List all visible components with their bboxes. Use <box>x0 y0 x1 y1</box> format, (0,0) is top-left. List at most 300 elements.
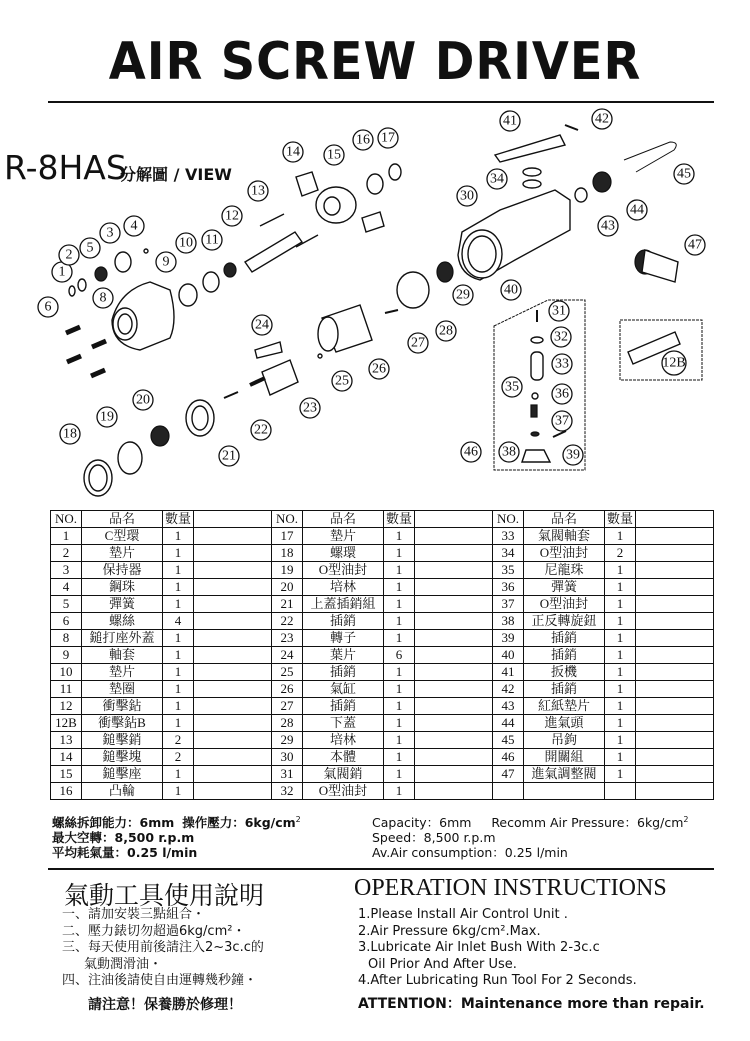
part-number: 6 <box>51 613 82 630</box>
part-name: 氣閥軸套 <box>524 528 605 545</box>
part-name: 開關組 <box>524 749 605 766</box>
part-quantity: 1 <box>163 681 194 698</box>
blank-cell <box>194 766 272 783</box>
part-quantity: 1 <box>384 562 415 579</box>
part-name: 墊片 <box>82 664 163 681</box>
part-quantity: 6 <box>384 647 415 664</box>
header-no: NO. <box>272 511 303 528</box>
blank-cell <box>415 715 493 732</box>
part-number: 4 <box>51 579 82 596</box>
part-quantity: 1 <box>605 749 636 766</box>
table-row <box>51 783 714 800</box>
callout-number: 37 <box>555 413 569 429</box>
table-header-row <box>51 511 714 528</box>
callout-number: 18 <box>63 426 77 442</box>
part-callout <box>552 354 572 374</box>
part-name <box>524 783 605 800</box>
part-name: 轉子 <box>303 630 384 647</box>
part-number: 27 <box>272 698 303 715</box>
part-number: 1 <box>51 528 82 545</box>
table-row <box>51 528 714 545</box>
blank-cell <box>415 579 493 596</box>
part-quantity: 4 <box>163 613 194 630</box>
attention-cn: 請注意！保養勝於修理！ <box>88 997 242 1013</box>
callout-number: 47 <box>688 237 702 253</box>
callout-number: 38 <box>502 444 516 460</box>
part-callout <box>408 333 428 353</box>
instruction-cn-3: 三、每天使用前後請注入2~3c.c的 <box>62 940 264 955</box>
header-qty: 數量 <box>384 511 415 528</box>
callout-number: 10 <box>179 235 193 251</box>
header-blank <box>636 511 714 528</box>
part-quantity <box>605 783 636 800</box>
spec-speed-en: Speed：8,500 r.p.m <box>372 830 496 846</box>
callout-number: 35 <box>505 379 519 395</box>
blank-cell <box>194 732 272 749</box>
callout-number: 30 <box>460 188 474 204</box>
table-row <box>51 732 714 749</box>
part-quantity: 1 <box>605 579 636 596</box>
part-callout <box>627 200 647 220</box>
blank-cell <box>194 698 272 715</box>
part-number: 46 <box>493 749 524 766</box>
part-callout <box>549 301 569 321</box>
part-number: 21 <box>272 596 303 613</box>
title-divider <box>48 101 714 103</box>
operation-list-en <box>358 907 637 990</box>
part-quantity: 1 <box>384 630 415 647</box>
blank-cell <box>194 783 272 800</box>
part-quantity: 1 <box>384 715 415 732</box>
part-number: 47 <box>493 766 524 783</box>
part-number: 37 <box>493 596 524 613</box>
header-name: 品名 <box>524 511 605 528</box>
part-number: 39 <box>493 630 524 647</box>
callout-number: 42 <box>595 111 609 127</box>
header-no: NO. <box>51 511 82 528</box>
part-callout <box>502 377 522 397</box>
view-label: 分解圖 / VIEW <box>120 165 232 184</box>
part-number: 14 <box>51 749 82 766</box>
blank-cell <box>415 664 493 681</box>
table-row <box>51 579 714 596</box>
part-number: 12 <box>51 698 82 715</box>
table-row <box>51 715 714 732</box>
part-number: 31 <box>272 766 303 783</box>
attention-en: ATTENTION：Maintenance more than repair. <box>358 996 705 1012</box>
part-name: 鎚擊塊 <box>82 749 163 766</box>
part-callout <box>38 297 58 317</box>
part-number: 26 <box>272 681 303 698</box>
spec-consumption-cn: 平均耗氣量：0.25 l/min <box>52 845 198 861</box>
spec-capacity-en: Capacity：6mm <box>372 815 472 831</box>
part-callout <box>219 446 239 466</box>
instruction-en-3: 3.Lubricate Air Inlet Bush With 2-3c.c <box>358 940 600 955</box>
part-name: 墊片 <box>303 528 384 545</box>
header-blank <box>194 511 272 528</box>
blank-cell <box>636 715 714 732</box>
part-callout <box>156 252 176 272</box>
spec-pressure-en: Recomm Air Pressure：6kg/cm <box>491 815 684 831</box>
blank-cell <box>636 630 714 647</box>
spec-pressure-cn: 操作壓力：6kg/cm <box>182 815 296 831</box>
part-callout <box>248 181 268 201</box>
part-name: 插銷 <box>303 664 384 681</box>
part-callout <box>202 230 222 250</box>
part-quantity: 1 <box>384 579 415 596</box>
part-number: 3 <box>51 562 82 579</box>
part-number: 43 <box>493 698 524 715</box>
part-callout <box>457 186 477 206</box>
part-name: O型油封 <box>524 545 605 562</box>
part-number: 25 <box>272 664 303 681</box>
callout-number: 6 <box>44 299 52 315</box>
spec-consumption-en: Av.Air consumption：0.25 l/min <box>372 845 568 861</box>
part-name: 下蓋 <box>303 715 384 732</box>
document-title: AIR SCREW DRIVER <box>108 32 642 92</box>
header-name: 品名 <box>82 511 163 528</box>
part-callout <box>60 424 80 444</box>
blank-cell <box>415 528 493 545</box>
blank-cell <box>415 749 493 766</box>
part-callout <box>93 288 113 308</box>
part-name: O型油封 <box>303 562 384 579</box>
part-quantity: 1 <box>384 783 415 800</box>
part-name: 培林 <box>303 732 384 749</box>
callout-number: 13 <box>251 183 265 199</box>
callout-number: 15 <box>327 147 341 163</box>
blank-cell <box>636 749 714 766</box>
callout-number: 45 <box>677 166 691 182</box>
part-name: 葉片 <box>303 647 384 664</box>
blank-cell <box>415 647 493 664</box>
table-row <box>51 664 714 681</box>
blank-cell <box>636 579 714 596</box>
callout-number: 36 <box>555 386 569 402</box>
blank-cell <box>194 715 272 732</box>
blank-cell <box>415 783 493 800</box>
part-quantity: 2 <box>605 545 636 562</box>
blank-cell <box>636 698 714 715</box>
part-number: 20 <box>272 579 303 596</box>
part-quantity: 1 <box>605 528 636 545</box>
header-qty: 數量 <box>163 511 194 528</box>
table-row <box>51 647 714 664</box>
blank-cell <box>194 630 272 647</box>
part-number: 35 <box>493 562 524 579</box>
callout-number: 12B <box>662 355 686 371</box>
blank-cell <box>415 596 493 613</box>
blank-cell <box>415 766 493 783</box>
blank-cell <box>415 681 493 698</box>
callout-number: 9 <box>162 254 170 270</box>
part-quantity: 1 <box>605 562 636 579</box>
callout-number: 39 <box>566 447 580 463</box>
part-number: 12B <box>51 715 82 732</box>
part-quantity: 1 <box>384 613 415 630</box>
part-callout <box>176 233 196 253</box>
callout-number: 25 <box>335 373 349 389</box>
table-row <box>51 681 714 698</box>
instruction-cn-2: 二、壓力錶切勿超過6kg/cm²・ <box>62 923 246 939</box>
part-name: 插銷 <box>524 681 605 698</box>
header-name: 品名 <box>303 511 384 528</box>
part-number: 13 <box>51 732 82 749</box>
callout-number: 28 <box>439 323 453 339</box>
part-number: 34 <box>493 545 524 562</box>
blank-cell <box>636 783 714 800</box>
part-name: 鎚擊座 <box>82 766 163 783</box>
part-callout <box>436 321 456 341</box>
callout-number: 32 <box>554 329 568 345</box>
blank-cell <box>636 681 714 698</box>
part-number: 24 <box>272 647 303 664</box>
part-number: 42 <box>493 681 524 698</box>
part-callout <box>80 238 100 258</box>
part-name: 螺絲 <box>82 613 163 630</box>
callout-number: 14 <box>286 144 300 160</box>
part-callout <box>97 407 117 427</box>
part-quantity: 1 <box>163 766 194 783</box>
instruction-en-2: 2.Air Pressure 6kg/cm².Max. <box>358 923 541 939</box>
blank-cell <box>636 545 714 562</box>
blank-cell <box>194 579 272 596</box>
part-name: 插銷 <box>303 698 384 715</box>
blank-cell <box>415 562 493 579</box>
part-quantity: 1 <box>384 681 415 698</box>
part-quantity: 2 <box>163 732 194 749</box>
blank-cell <box>636 562 714 579</box>
part-callout <box>563 445 583 465</box>
table-row <box>51 698 714 715</box>
part-quantity: 1 <box>163 715 194 732</box>
part-number: 10 <box>51 664 82 681</box>
blank-cell <box>194 749 272 766</box>
header-qty: 數量 <box>605 511 636 528</box>
part-quantity: 1 <box>605 647 636 664</box>
callout-number: 43 <box>601 218 615 234</box>
part-number: 45 <box>493 732 524 749</box>
part-name: 本體 <box>303 749 384 766</box>
blank-cell <box>415 545 493 562</box>
callout-number: 20 <box>136 392 150 408</box>
blank-cell <box>194 528 272 545</box>
callout-number: 22 <box>254 422 268 438</box>
part-name: 凸輪 <box>82 783 163 800</box>
part-quantity: 1 <box>605 715 636 732</box>
instruction-cn-4: 四、注油後請使自由運轉幾秒鐘・ <box>62 973 258 988</box>
part-name: 正反轉旋鈕 <box>524 613 605 630</box>
instruction-en-3-cont: Oil Prior And After Use. <box>368 956 517 972</box>
callout-number: 1 <box>58 264 66 280</box>
part-quantity: 1 <box>605 698 636 715</box>
part-name: 螺環 <box>303 545 384 562</box>
part-name: 墊圈 <box>82 681 163 698</box>
part-callout <box>674 164 694 184</box>
callout-number: 21 <box>222 448 236 464</box>
callout-number: 4 <box>130 218 138 234</box>
callout-number: 19 <box>100 409 114 425</box>
callout-number: 23 <box>303 400 317 416</box>
part-quantity: 1 <box>163 545 194 562</box>
part-name: 保持器 <box>82 562 163 579</box>
part-number: 40 <box>493 647 524 664</box>
blank-cell <box>636 613 714 630</box>
callout-number: 46 <box>464 444 478 460</box>
header-blank <box>415 511 493 528</box>
instruction-en-1: 1.Please Install Air Control Unit . <box>358 907 568 922</box>
blank-cell <box>415 613 493 630</box>
part-quantity: 1 <box>384 596 415 613</box>
part-name: 上蓋插銷組 <box>303 596 384 613</box>
part-name: 插銷 <box>524 647 605 664</box>
part-quantity: 1 <box>605 664 636 681</box>
part-number: 28 <box>272 715 303 732</box>
part-quantity: 1 <box>163 562 194 579</box>
part-callout <box>552 411 572 431</box>
part-quantity: 1 <box>163 596 194 613</box>
blank-cell <box>636 766 714 783</box>
part-quantity: 1 <box>605 630 636 647</box>
part-number <box>493 783 524 800</box>
part-callout <box>685 235 705 255</box>
operation-title-cn: 氣動工具使用說明 <box>64 881 265 910</box>
blank-cell <box>415 698 493 715</box>
part-quantity: 1 <box>163 528 194 545</box>
callout-number: 40 <box>504 282 518 298</box>
part-number: 15 <box>51 766 82 783</box>
callout-number: 34 <box>490 171 504 187</box>
blank-cell <box>415 630 493 647</box>
part-number: 5 <box>51 596 82 613</box>
table-row <box>51 749 714 766</box>
part-number: 8 <box>51 630 82 647</box>
part-callout <box>283 142 303 162</box>
part-name: 鋼珠 <box>82 579 163 596</box>
part-quantity: 1 <box>605 596 636 613</box>
part-quantity: 1 <box>163 630 194 647</box>
part-callout <box>592 109 612 129</box>
part-callout <box>252 315 272 335</box>
part-number: 11 <box>51 681 82 698</box>
part-name: 進氣頭 <box>524 715 605 732</box>
part-callout <box>487 169 507 189</box>
callout-number: 17 <box>381 130 395 146</box>
operation-title-en: OPERATION INSTRUCTIONS <box>354 875 667 901</box>
part-name: C型環 <box>82 528 163 545</box>
model-number: R-8HAS <box>4 148 127 187</box>
part-number: 19 <box>272 562 303 579</box>
part-quantity: 1 <box>384 749 415 766</box>
part-number: 16 <box>51 783 82 800</box>
part-name: 尼龍珠 <box>524 562 605 579</box>
callout-number: 26 <box>372 361 386 377</box>
table-row <box>51 630 714 647</box>
part-name: 墊片 <box>82 545 163 562</box>
callout-number: 29 <box>456 287 470 303</box>
callout-number: 41 <box>503 113 517 129</box>
callout-number: 16 <box>356 132 370 148</box>
part-quantity: 1 <box>384 698 415 715</box>
part-number: 44 <box>493 715 524 732</box>
blank-cell <box>415 732 493 749</box>
part-callout <box>461 442 481 462</box>
callout-number: 5 <box>86 240 94 256</box>
part-number: 18 <box>272 545 303 562</box>
blank-cell <box>194 596 272 613</box>
specs-english <box>372 812 688 860</box>
header-no: NO. <box>493 511 524 528</box>
part-number: 29 <box>272 732 303 749</box>
part-callout <box>369 359 389 379</box>
exploded-view-diagram <box>0 105 750 505</box>
instruction-cn-1: 一、請加安裝三點組合・ <box>62 907 206 922</box>
part-quantity: 1 <box>384 545 415 562</box>
part-number: 17 <box>272 528 303 545</box>
part-callout <box>251 420 271 440</box>
part-name: 軸套 <box>82 647 163 664</box>
callout-number: 2 <box>65 247 73 263</box>
part-name: 紅紙墊片 <box>524 698 605 715</box>
callout-number: 12 <box>225 208 239 224</box>
parts-drawings <box>66 125 702 496</box>
table-row <box>51 562 714 579</box>
part-quantity: 1 <box>163 698 194 715</box>
blank-cell <box>194 613 272 630</box>
part-callout <box>100 223 120 243</box>
parts-table-body <box>51 528 714 800</box>
part-name: 彈簧 <box>82 596 163 613</box>
part-number: 41 <box>493 664 524 681</box>
parts-list-table <box>50 510 714 800</box>
part-callout <box>324 145 344 165</box>
part-callout <box>133 390 153 410</box>
part-quantity: 1 <box>384 528 415 545</box>
part-quantity: 1 <box>163 579 194 596</box>
callout-number: 11 <box>205 232 219 248</box>
part-callout <box>222 206 242 226</box>
table-row <box>51 545 714 562</box>
blank-cell <box>194 562 272 579</box>
part-name: 氣缸 <box>303 681 384 698</box>
part-callout <box>353 130 373 150</box>
part-name: 彈簧 <box>524 579 605 596</box>
part-quantity: 1 <box>605 732 636 749</box>
part-number: 32 <box>272 783 303 800</box>
part-callout <box>500 111 520 131</box>
part-callout <box>598 216 618 236</box>
part-number: 22 <box>272 613 303 630</box>
part-number: 2 <box>51 545 82 562</box>
callout-number: 27 <box>411 335 425 351</box>
blank-cell <box>636 596 714 613</box>
part-quantity: 1 <box>163 647 194 664</box>
part-name: 扳機 <box>524 664 605 681</box>
part-callout <box>124 216 144 236</box>
part-callout <box>551 327 571 347</box>
part-name: O型油封 <box>524 596 605 613</box>
part-callout <box>453 285 473 305</box>
part-number: 33 <box>493 528 524 545</box>
part-name: 衝擊鉆B <box>82 715 163 732</box>
blank-cell <box>636 664 714 681</box>
blank-cell <box>636 647 714 664</box>
part-quantity: 1 <box>605 681 636 698</box>
part-callout <box>300 398 320 418</box>
part-quantity: 1 <box>163 783 194 800</box>
spec-capacity-cn: 螺絲拆卸能力：6mm <box>52 815 175 831</box>
part-number: 36 <box>493 579 524 596</box>
